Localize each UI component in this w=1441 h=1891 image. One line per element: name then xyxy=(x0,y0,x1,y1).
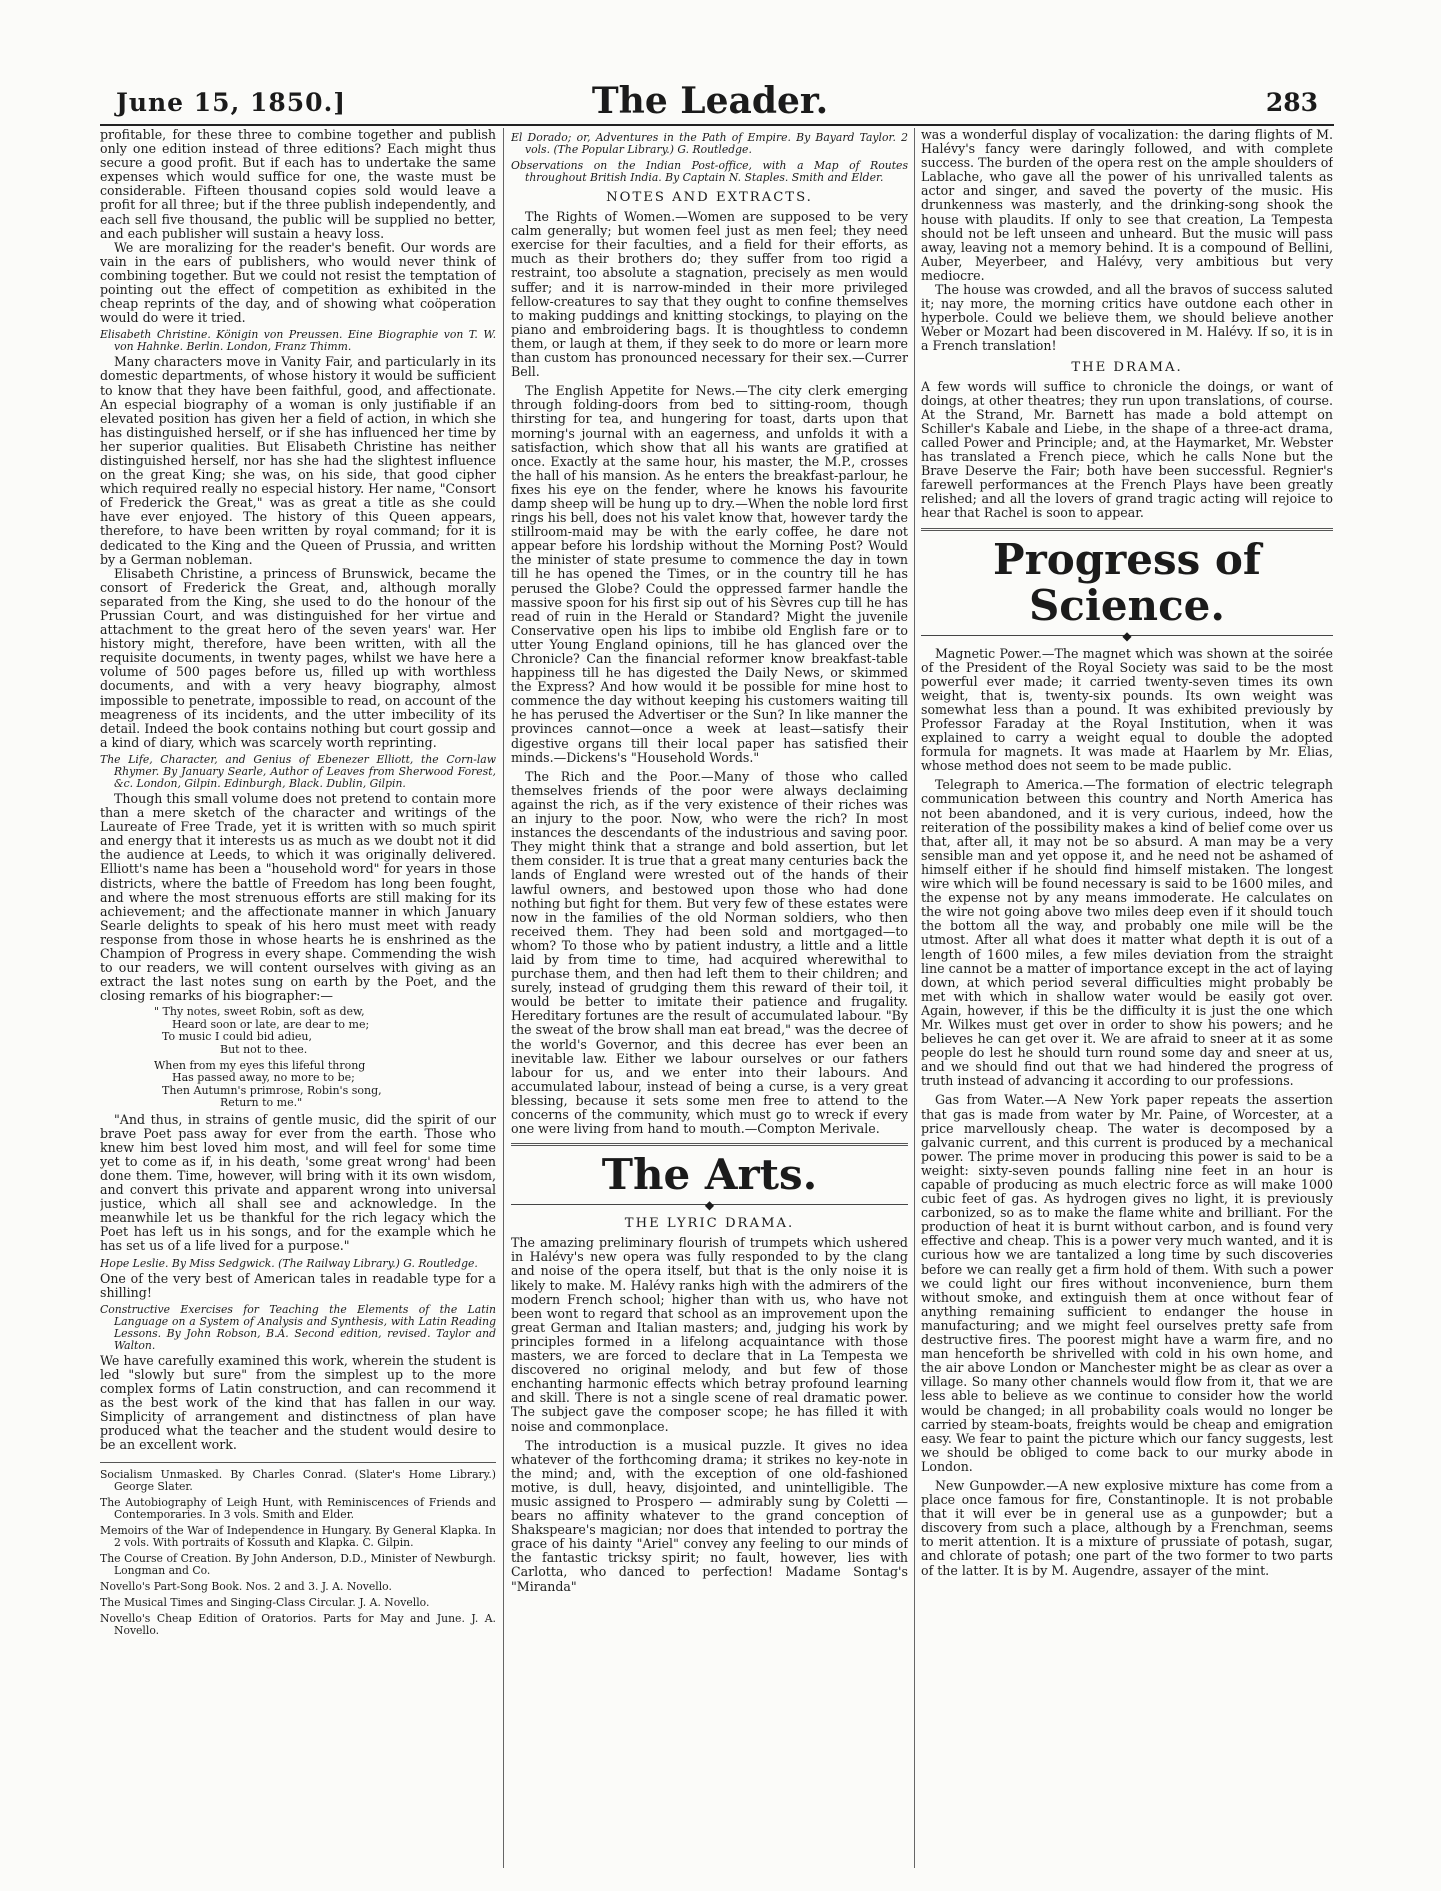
page-number: 283 xyxy=(1265,88,1318,117)
verse-line: Then Autumn's primrose, Robin's song, xyxy=(162,1083,382,1097)
paragraph: was a wonderful display of vocalization: the daring flights of M. Halévy's fancy were daringly followed, and with complete success. The burden of the opera rest on the ample shoulders of Lablache, who gave all the power of his unrivalled talents as actor and singer, and saved the poverty of the music. His drunkenness was masterly, and the drinking-song shook the house with plaudits. If only to see that creation, La Tempesta should not be left unseen and unheard. But the music will pass away, leaving not a memory behind. It is a compound of Bellini, Auber, Meyerbeer, and Halévy, very ambitious but very mediocre. xyxy=(921,128,1333,283)
verse-line: " Thy notes, sweet Robin, soft as dew, xyxy=(154,1005,365,1019)
book-listing xyxy=(100,329,496,353)
paragraph: The amazing preliminary flourish of trumpets which ushered in Halévy's new opera was fully responded to by the clang and noise of the opera itself, but that is the only noise it is likely to make. M. Halévy ranks high with the admirers of the modern French school; higher than with us, who have not been wont to regard that school as an improvement upon the great German and Italian masters; and, judging his work by principles formed in a lifelong acquaintance with those masters, we are forced to declare that in La Tempesta we discovered no original melody, and but few of those enchanting harmonic effects which betray profound learning and skill. There is not a single scene of real dramatic power. The subject gave the composer scope; he has filled it with noise and commonplace. xyxy=(511,1235,908,1434)
section-heading-notes: NOTES AND EXTRACTS. xyxy=(606,190,813,205)
column-middle xyxy=(511,128,908,1873)
section-heading-lyric-drama: THE LYRIC DRAMA. xyxy=(624,1216,795,1232)
column-divider xyxy=(914,128,915,1868)
book-listing: Novello's Part-Song Book. Nos. 2 and 3. J. A. Novello. xyxy=(100,1580,392,1594)
paragraph: Magnetic Power.—The magnet which was shown at the soirée of the President of the Royal Society was said to be the most powerful ever made; it carried twenty-seven times its own weight, that is, twenty-six pounds. Its own weight was somewhat less than a pound. It was exhibited previously by Professor Faraday at the Royal Institution, when it was explained to carry a weight equal to double the adopted formula for magnets. It was made at Haarlem by Mr. Elias, whose method does not seem to be made public. xyxy=(921,645,1333,774)
book-title: Elisabeth Christine. Königin von Preussen. Eine Biographie von T. W. von Hahnke. Berlin. London, Franz Thimm. xyxy=(100,328,496,354)
book-listing: The Autobiography of Leigh Hunt, with Reminiscences of Friends and Contemporaries. In 3 vols. Smith and Elder. xyxy=(100,1496,496,1522)
verse-line: When from my eyes this lifeful throng xyxy=(154,1058,366,1072)
paragraph: "And thus, in strains of gentle music, did the spirit of our brave Poet pass away for ever from the earth. Those who knew him best loved him most, and will feel for some time yet to come as if, in his death, 'some great wrong' had been done them. Time, however, will bring with it its own wisdom, and convert this private and apparent wrong into universal justice, which all shall see and acknowledge. In the meanwhile let us be thankful for the rich legacy which the Poet has left us in his songs, and for the example which he has set us of a life lived for a purpose." xyxy=(100,1111,496,1254)
column-left xyxy=(100,128,496,1873)
verse-line: Return to me." xyxy=(220,1096,303,1110)
poem-verse xyxy=(100,1006,496,1109)
divider xyxy=(100,1462,496,1463)
diamond-ornament-icon: ◆ xyxy=(704,1198,715,1213)
book-title: Observations on the Indian Post-office, with a Map of Routes throughout British India. By Captain N. Staples. Smith and Elder. xyxy=(511,159,908,184)
book-listing xyxy=(100,754,496,790)
column-divider xyxy=(503,128,504,1868)
verse-line: Heard soon or late, are dear to me; xyxy=(172,1017,370,1031)
paragraph: Many characters move in Vanity Fair, and particularly in its domestic departments, of whose history it would be sufficient to know that they have been faithful, good, and affectionate. An especial biography of a woman is only justifiable if an elevated position has given her a field of action, in which she has distinguished herself, or if she has influenced her time by her superior qualities. But Elisabeth Christine has neither distinguished herself, nor has she had the slightest influence on the great King; she was, on his side, that good cipher which required really no especial history. Her name, "Consort of Frederick the Great," was as great a title as she could have ever enjoyed. The history of this Queen appears, therefore, to have been written by royal command; for it is dedicated to the King and the Queen of Prussia, and written by a German nobleman. xyxy=(100,354,496,567)
paragraph: Elisabeth Christine, a princess of Brunswick, became the consort of Frederick the Great, and, although morally separated from the King, she used to do the honour of the Prussian Court, and was distinguished for her virtue and attachment to the great hero of the seven years' war. Her history might, therefore, have been written, with all the requisite documents, in twenty pages, whilst we have here a volume of 500 pages before us, filled up with worthless documents, and with a very heavy biography, almost impossible to penetrate, impossible to read, on account of the meagreness of its incidents, and the utter imbecility of its detail. Indeed the book contains nothing but court gossip and a kind of diary, which was scarcely worth reprinting. xyxy=(100,565,496,750)
divider xyxy=(511,1143,908,1146)
paragraph: We are moralizing for the reader's benefit. Our words are vain in the ears of publishers, who would never think of combining together. But we could not resist the temptation of pointing out the effect of competition as exhibited in the cheap reprints of the day, and of showing what coöperation would do were it tried. xyxy=(100,239,496,326)
paragraph: Though this small volume does not pretend to contain more than a mere sketch of the character and writings of the Laureate of Free Trade, yet it is written with so much spirit and energy that it interests us as much as we doubt not it did the audience at Leeds, to which it was originally delivered. Elliott's name has been a "household word" for years in those districts, where the battle of Freedom has long been fought, and where the most strenuous efforts are still making for its achievement; and the affectionate manner in which January Searle delights to speak of his hero must meet with ready response from those in whose hearts he is enshrined as the Champion of Progress in every shape. Commending the wish to our readers, we will content ourselves with giving as an extract the last notes sung on earth by the Poet, and the closing remarks of his biographer:— xyxy=(100,790,496,1004)
paragraph: One of the very best of American tales in readable type for a shilling! xyxy=(100,1270,496,1300)
book-title: El Dorado; or, Adventures in the Path of Empire. By Bayard Taylor. 2 vols. (The Popular Library.) G. Routledge. xyxy=(511,131,908,156)
paragraph: Telegraph to America.—The formation of electric telegraph communication between this country and North America has not been abandoned, and it is very curious, indeed, how the reiteration of the possibility makes a kind of belief come over us that, after all, it may not be so absurd. A man may be a very sensible man and yet oppose it, and he need not be ashamed of himself either if he should find himself mistaken. The longest wire which will be found necessary is said to be 1600 miles, and the expense not by any means immoderate. He calculates on the wire not going above two miles deep even if it should touch the bottom all the way, and probably one mile will be the utmost. After all what does it matter what depth it is out of a length of 1600 miles, a few miles deviation from the straight line cannot be a matter of importance except in the act of laying down, at which period several difficulties might probably be met with which in shallow water would be easily got over. Again, however, if this be the difficulty it is just the one which Mr. Wilkes must get over in order to show his powers; and he believes he can get over it. We are afraid to sneer at it as some people do lest he should turn round some day and sneer at us, and we should find out that we had hindered the progress of truth instead of advancing it according to our professions. xyxy=(921,777,1333,1089)
paragraph: The Rights of Women.—Women are supposed to be very calm generally; but women feel just as men feel; they need exercise for their faculties, and a field for their efforts, as much as their brothers do; they suffer from too rigid a restraint, too absolute a stagnation, precisely as men would suffer; and it is narrow-minded in their more privileged fellow-creatures to say that they ought to confine themselves to making puddings and knitting stockings, to playing on the piano and embroidering bags. It is thoughtless to condemn them, or laugh at them, if they seek to do more or learn more than custom has pronounced necessary for their sex.—Currer Bell. xyxy=(511,209,908,380)
section-heading-drama: THE DRAMA. xyxy=(1071,359,1183,375)
book-listing xyxy=(511,160,908,184)
paragraph: The house was crowded, and all the bravos of success saluted it; nay more, the morning critics have outdone each other in hyperbole. Could we believe them, we should believe another Weber or Mozart had been discovered in M. Halévy. If so, it is in a French translation! xyxy=(921,282,1333,354)
book-listing: Socialism Unmasked. By Charles Conrad. (Slater's Home Library.) George Slater. xyxy=(100,1468,496,1494)
paragraph: New Gunpowder.—A new explosive mixture has come from a place once famous for fire, Constantinople. It is not probable that it will ever be in general use as a gunpowder; but a discovery from such a place, although by a Frenchman, seems to merit attention. It is a mixture of prussiate of potash, sugar, and chlorate of potash; one part of the two former to two parts of the latter. It is by M. Augendre, assayer of the mint. xyxy=(921,1477,1333,1578)
paragraph: The introduction is a musical puzzle. It gives no idea whatever of the forthcoming drama; it strikes no key-note in the mind; and, with the exception of one old-fashioned motive, is dull, heavy, disjointed, and unintelligible. The music assigned to Prospero — admirably sung by Coletti — bears no affinity whatever to the grand conception of Shakspeare's magician; nor does that intended to portray the grace of his dainty "Ariel" convey any feeling to our minds of the fantastic tricksy spirit; no fault, however, lies with Carlotta, who danced to perfection! Madame Sontag's "Miranda" xyxy=(511,1437,908,1594)
masthead-title: The Leader. xyxy=(591,80,829,122)
paragraph: We have carefully examined this work, wherein the student is led "slowly but sure" from the simplest up to the more complex forms of Latin construction, and can recommend it as the best work of the kind that has fallen in our way. Simplicity of arrangement and distinctness of plan have produced what the teacher and the student would desire to be an excellent work. xyxy=(100,1352,496,1453)
book-title: Constructive Exercises for Teaching the Elements of the Latin Language on a System of Analysis and Synthesis, with Latin Reading Lessons. By John Robson, B.A. Second edition, revised. Taylor and Walton. xyxy=(100,1302,496,1352)
verse-line: But not to thee. xyxy=(220,1042,308,1056)
paragraph: The Rich and the Poor.—Many of those who called themselves friends of the poor were always declaiming against the rich, as if the very existence of their riches was an injury to the poor. Now, who were the rich? In most instances the descendants of the industrious and saving poor. They might think that a strange and bold assertion, but let them consider. It is true that a great many centuries back the lands of England were wrested out of the hands of their lawful owners, and bestowed upon those who had done nothing but fight for them. But very few of these estates were now in the families of the old Norman soldiers, who then received them. They had been sold and mortgaged—to whom? To those who by patient industry, a little and a little laid by from time to time, had acquired wherewithal to purchase them, and then had left them to their children; and surely, instead of grudging them this reward of their toil, it would be better to imitate their patience and frugality. Hereditary fortunes are the result of accumulated labour. "By the sweat of the brow shall man eat bread," was the decree of the world's Governor, and this decree has ever been an inevitable law. Either we labour ourselves or our fathers labour for us, and we enter into their labours. And accumulated labour, instead of being a curse, is a very great blessing, because it sets some men free to attend to the concerns of the community, which must go to wreck if every one were living from hand to mouth.—Compton Merivale. xyxy=(511,768,908,1137)
paragraph: The English Appetite for News.—The city clerk emerging through folding-doors from bed to sitting-room, though thirsting for tea, and hungering for toast, darts upon that morning's journal with an eagerness, and unfolds it with a satisfaction, which show that all his wants are gratified at once. Exactly at the same hour, his master, the M.P., crosses the hall of his mansion. As he enters the breakfast-parlour, he fixes his eye on the fender, where he knows his favourite damp sheep will be hung up to dry.—When the noble lord first rings his bell, does not his valet know that, however tardy the stillroom-maid may be with the early coffee, he dare not appear before his lordship without the Morning Post? Would the minister of state presume to commence the day in town till he has opened the Times, or in the country till he has perused the Globe? Could the oppressed farmer handle the massive spoon for his first sip out of his Sèvres cup till he has read of ruin in the Herald or Standard? Might the juvenile Conservative open his lips to imbibe old English fare or to utter Young England opinions, till he has glanced over the Chronicle? Can the financial reformer know breakfast-table happiness till he has digested the Daily News, or skimmed the Express? And how would it be possible for mine host to commence the day without keeping his customers waiting till he has perused the Advertiser or the Sun? In like manner the provinces cannot—once a week at least—satisfy their digestive organs till their local paper has satisfied their minds.—Dickens's "Household Words." xyxy=(511,383,908,765)
book-title: The Life, Character, and Genius of Ebenezer Elliott, the Corn-law Rhymer. By January Searle, Author of Leaves from Sherwood Forest, &c. London, Gilpin. Edinburgh, Black. Dublin, Gilpin. xyxy=(100,752,496,790)
book-title: Hope Leslie. By Miss Sedgwick. (The Railway Library.) G. Routledge. xyxy=(100,1256,478,1270)
book-listing xyxy=(511,132,908,156)
paragraph: profitable, for these three to combine together and publish only one edition instead of three editions? Each might thus secure a good profit. But if each has to undertake the same expenses which would suffice for one, the waste must be considerable. Fifteen thousand copies sold would leave a profit for all three; but if the three publish independently, and each sell five thousand, the public will be supplied no better, and each publisher will sustain a heavy loss. xyxy=(100,128,496,241)
paragraph: A few words will suffice to chronicle the doings, or want of doings, at other theatres; they run upon translations, of course. At the Strand, Mr. Barnett has made a bold attempt on Schiller's Kabale and Liebe, in the shape of a three-act drama, called Power and Principle; and, at the Haymarket, Mr. Webster has translated a French piece, which he calls None but the Brave Deserve the Fair; both have been successful. Regnier's farewell performances at the French Plays have been greatly relished; and all the lovers of grand tragic acting will rejoice to hear that Rachel is soon to appear. xyxy=(921,378,1333,521)
verse-line: Has passed away, no more to be; xyxy=(172,1071,355,1085)
arts-title: The Arts. xyxy=(601,1150,818,1200)
header-rule xyxy=(100,124,1334,126)
book-listing: Memoirs of the War of Independence in Hungary. By General Klapka. In 2 vols. With portraits of Kossuth and Klapka. C. Gilpin. xyxy=(100,1524,496,1550)
issue-date: June 15, 1850.] xyxy=(116,88,347,117)
book-listing xyxy=(100,1258,496,1270)
verse-line: To music I could bid adieu, xyxy=(162,1030,313,1044)
column-right xyxy=(921,128,1333,1873)
book-listing: The Musical Times and Singing-Class Circular. J. A. Novello. xyxy=(100,1596,430,1610)
paragraph: Gas from Water.—A New York paper repeats the assertion that gas is made from water by Mr. Paine, of Worcester, at a price marvellously cheap. The water is decomposed by a galvanic current, and this current is produced by a mechanical power. The prime mover in producing this power is said to be a weight: sixty-seven pounds falling nine feet in an hour is capable of producing as much electric force as will make 1000 cubic feet of gas. As hydrogen gives no light, it is previously carbonized, so as to make the flame white and brilliant. For the production of heat it is burnt without carbon, and is found very effective and cheap. This is a power very much wanted, and it is curious how we are tantalized a long time by such discoveries before we can really get a firm hold of them. With such a power we could light our fires without inconvenience, burn them without smoke, and extinguish them at once without fear of anything remaining sufficient to endanger the house in manufacturing; and we might feel ourselves pretty safe from destructive fires. The poorest might have a warm fire, and no man henceforth be shrivelled with cold in his own home, and the air above London or Manchester might be as clear as over a village. So many other channels would flow from it, that we are less able to believe as we continue to consider how the world would be changed; in all probability coals would no longer be carried by steam-boats, freights would be cheap and emigration easy. We fear to paint the picture which our fancy suggests, lest we should be obliged to come back to our murky abode in London. xyxy=(921,1092,1333,1474)
diamond-ornament-icon: ◆ xyxy=(1122,628,1132,643)
divider xyxy=(921,528,1333,531)
book-listing: The Course of Creation. By John Anderson, D.D., Minister of Newburgh. Longman and Co. xyxy=(100,1552,496,1578)
book-listing: Novello's Cheap Edition of Oratorios. Parts for May and June. J. A. Novello. xyxy=(100,1612,496,1638)
science-title: Progress of Science. xyxy=(993,534,1261,630)
book-listing xyxy=(100,1304,496,1352)
